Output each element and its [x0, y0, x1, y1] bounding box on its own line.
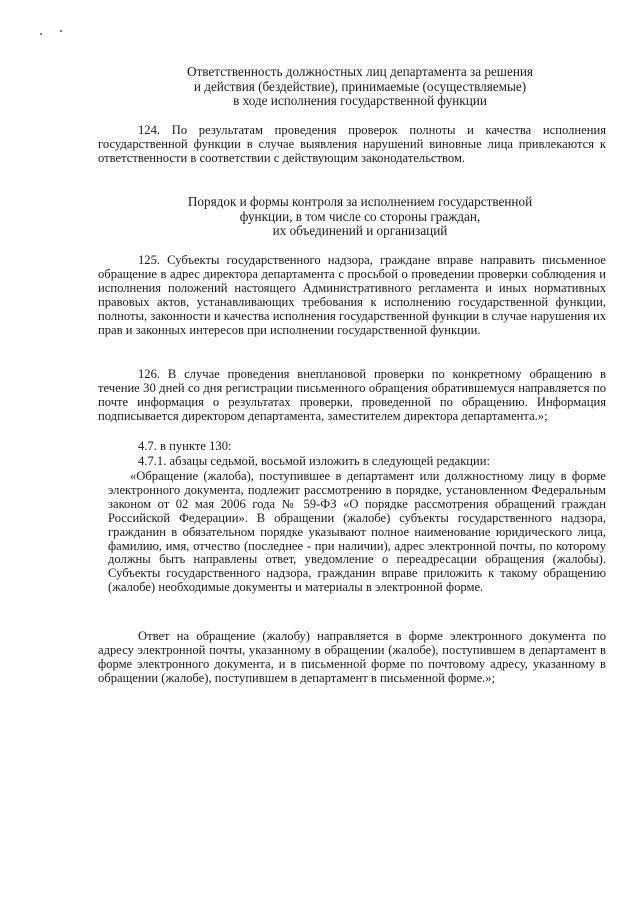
section-heading-responsibility	[150, 65, 570, 109]
scan-speck	[40, 33, 42, 35]
item-4-7: 4.7. в пункте 130:	[138, 439, 232, 453]
section-heading-control	[150, 195, 570, 239]
paragraph-124: 124. По результатам проведения проверок полноты и качества исполнения государственной функции в случае выявления нарушений виновные лица привлекаются к ответственности в соответствии с действующим законодательством.	[98, 123, 606, 165]
heading-line: в ходе исполнения государственной функции	[233, 93, 487, 108]
heading-line: их объединений и организаций	[272, 223, 448, 238]
heading-line: Порядок и формы контроля за исполнением государственной	[187, 194, 533, 209]
paragraph-126: 126. В случае проведения внеплановой проверки по конкретному обращению в течение 30 дней со дня регистрации письменного обращения обратившемуся направляется по почте информация о результатах проверки, проведенной по обращению. Информация подписывается директором департамента, заместителем директора департамента.»;	[98, 367, 606, 423]
heading-line: функции, в том числе со стороны граждан,	[239, 208, 481, 224]
quoted-paragraph-complaint: «Обращение (жалоба), поступившее в департамент или должностному лицу в форме электронного документа, подлежит рассмотрению в порядке, установленном Федеральным законом от 02 мая 2006 года № 59-ФЗ «О порядке рассмотрения обращений граждан Российской Федерации». В обращении (жалобе) субъекты государственного надзора, гражданин в обязательном порядке указывают полное наименование юридического лица, фамилию, имя, отчество (последнее - при наличии), адрес электронной почты, по которому должны быть направлены ответ, уведомление о переадресации обращения (жалобы). Субъекты государственного надзора, гражданин вправе приложить к такому обращению (жалобе) необходимые документы и материалы в электронной форме.	[108, 469, 606, 595]
item-4-7-1: 4.7.1. абзацы седьмой, восьмой изложить в следующей редакции:	[138, 454, 491, 468]
scan-speck	[60, 30, 62, 32]
paragraph-125: 125. Субъекты государственного надзора, граждане вправе направить письменное обращение в адрес директора департамента с просьбой о проведении проверки соблюдения и исполнения положений настоящего Административного регламента и иных нормативных правовых актов, устанавливающих требования к исполнению государственной функции, полноты, законности и качества исполнения государственной функции в случае нарушения их прав и законных интересов при исполнении государственной функции.	[98, 253, 606, 337]
heading-line: и действия (бездействие), принимаемые (осуществляемые)	[193, 78, 527, 94]
heading-line: Ответственность должностных лиц департамента за решения	[186, 64, 533, 79]
quoted-paragraph-response: Ответ на обращение (жалобу) направляется в форме электронного документа по адресу электронной почты, указанному в обращении (жалобе), поступившем в департамент в форме электронного документа, и в письменной форме по почтовому адресу, указанному в обращении (жалобе), поступившем в департамент в письменной форме.»;	[98, 629, 606, 685]
